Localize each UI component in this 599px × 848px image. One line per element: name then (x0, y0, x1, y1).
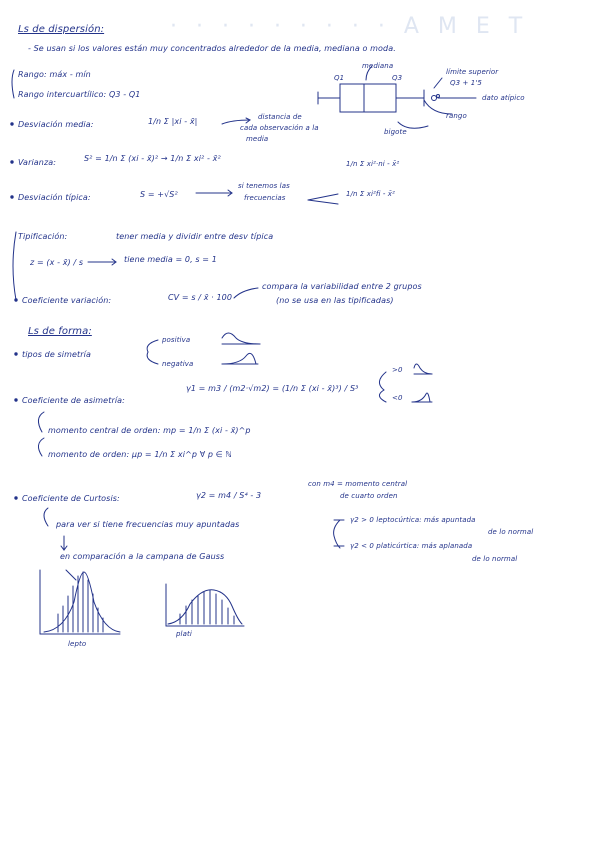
momento-central-text: momento central de orden: mp = 1/n Σ (xi - x̄)^p (48, 426, 251, 435)
varianza-alt-1: 1/n Σ xi²·ni - x̄² (346, 160, 400, 168)
boxplot-q1-label: Q1 (334, 74, 345, 82)
asimetria-negativa: <0 (392, 394, 403, 402)
asimetria-formula: γ1 = m3 / (m2·√m2) = (1/n Σ (xi - x̄)³) / S³ (186, 384, 359, 393)
curtosis-formula: γ2 = m4 / S⁴ - 3 (196, 491, 262, 500)
brace-rango (12, 70, 14, 98)
boxplot-sketch (318, 66, 476, 128)
graph-plati-label: plati (176, 630, 192, 638)
simetria-positiva-label: positiva (162, 336, 191, 344)
desviacion-tipica-label: Desviación típica: (18, 193, 91, 202)
platicurtica-text-2: de lo normal (472, 555, 518, 563)
cv-note-2: (no se usa en las tipificadas) (276, 296, 394, 305)
desviacion-media-note-2: cada observación a la (240, 124, 319, 132)
leptocurtica-text-1: γ2 > 0 leptocúrtica: más apuntada (350, 516, 476, 524)
desviacion-media-label: Desviación media: (18, 120, 94, 129)
varianza-formula: S² = 1/n Σ (xi - x̄)² → 1/n Σ xi² - x̄² (84, 154, 221, 163)
dispersion-intro: - Se usan si los valores están muy concentrados alrededor de la media, mediana o moda. (28, 44, 396, 53)
section-heading-forma: Ls de forma: (28, 326, 92, 337)
rango-intercuartilico-text: Rango intercuartílico: Q3 - Q1 (18, 90, 141, 99)
platykurtic-sketch (166, 584, 244, 626)
boxplot-q3-label: Q3 (392, 74, 403, 82)
leptocurtica-text-2: de lo normal (488, 528, 534, 536)
momento-orden-text: momento de orden: μp = 1/n Σ xi^p ∀ p ∈ ℕ (48, 450, 232, 459)
asimetria-positiva: >0 (392, 366, 403, 374)
boxplot-mediana-label: mediana (362, 62, 394, 70)
desviacion-media-note-3: media (246, 135, 269, 143)
curtosis-note-1: con m4 = momento central (308, 480, 408, 488)
cv-note-1: compara la variabilidad entre 2 grupos (262, 282, 422, 291)
boxplot-rango-label: rango (446, 112, 467, 120)
simetria-negativa-label: negativa (162, 360, 194, 368)
boxplot-limite-label-1: límite superior (446, 68, 499, 76)
cv-label: Coeficiente variación: (22, 296, 112, 305)
curtosis-note-2: de cuarto orden (340, 492, 398, 500)
section-heading-dispersion: Ls de dispersión: (18, 24, 105, 35)
curtosis-label: Coeficiente de Curtosis: (22, 494, 120, 503)
boxplot-bigote-label: bigote (384, 128, 407, 136)
desviacion-tipica-note-1: si tenemos las (238, 182, 290, 190)
rango-text: Rango: máx - mín (18, 70, 91, 79)
asimetria-label: Coeficiente de asimetría: (22, 396, 125, 405)
boxplot-limite-label-2: Q3 + 1'5 (450, 79, 482, 87)
comparacion-gauss-text: en comparación a la campana de Gauss (60, 552, 225, 561)
desviacion-media-note-1: distancia de (258, 113, 302, 121)
varianza-alt-2: 1/n Σ xi²fi - x̄² (346, 190, 395, 198)
tipificacion-formula: z = (x - x̄) / s (30, 258, 84, 267)
desviacion-tipica-note-2: frecuencias (244, 194, 286, 202)
varianza-label: Varianza: (18, 158, 57, 167)
graph-lepto-label: lepto (68, 640, 87, 648)
faded-ghost-text: · · · · · · · · · A M E T (170, 14, 529, 39)
tipos-simetria-text: tipos de simetría (22, 350, 91, 359)
desviacion-tipica-formula: S = +√S² (140, 190, 178, 199)
desviacion-media-formula: 1/n Σ |xi - x̄| (148, 117, 198, 126)
boxplot-atipico-label: dato atípico (482, 94, 525, 102)
tipificacion-note: tiene media = 0, s = 1 (124, 255, 217, 264)
platicurtica-text-1: γ2 < 0 platicúrtica: más aplanada (350, 542, 473, 550)
leptokurtic-sketch (40, 570, 120, 634)
curtosis-usage: para ver si tiene frecuencias muy apuntadas (56, 520, 240, 529)
cv-formula: CV = s / x̄ · 100 (168, 293, 233, 302)
tipificacion-desc: tener media y dividir entre desv típica (116, 232, 274, 241)
tipificacion-label: Tipificación: (18, 232, 68, 241)
